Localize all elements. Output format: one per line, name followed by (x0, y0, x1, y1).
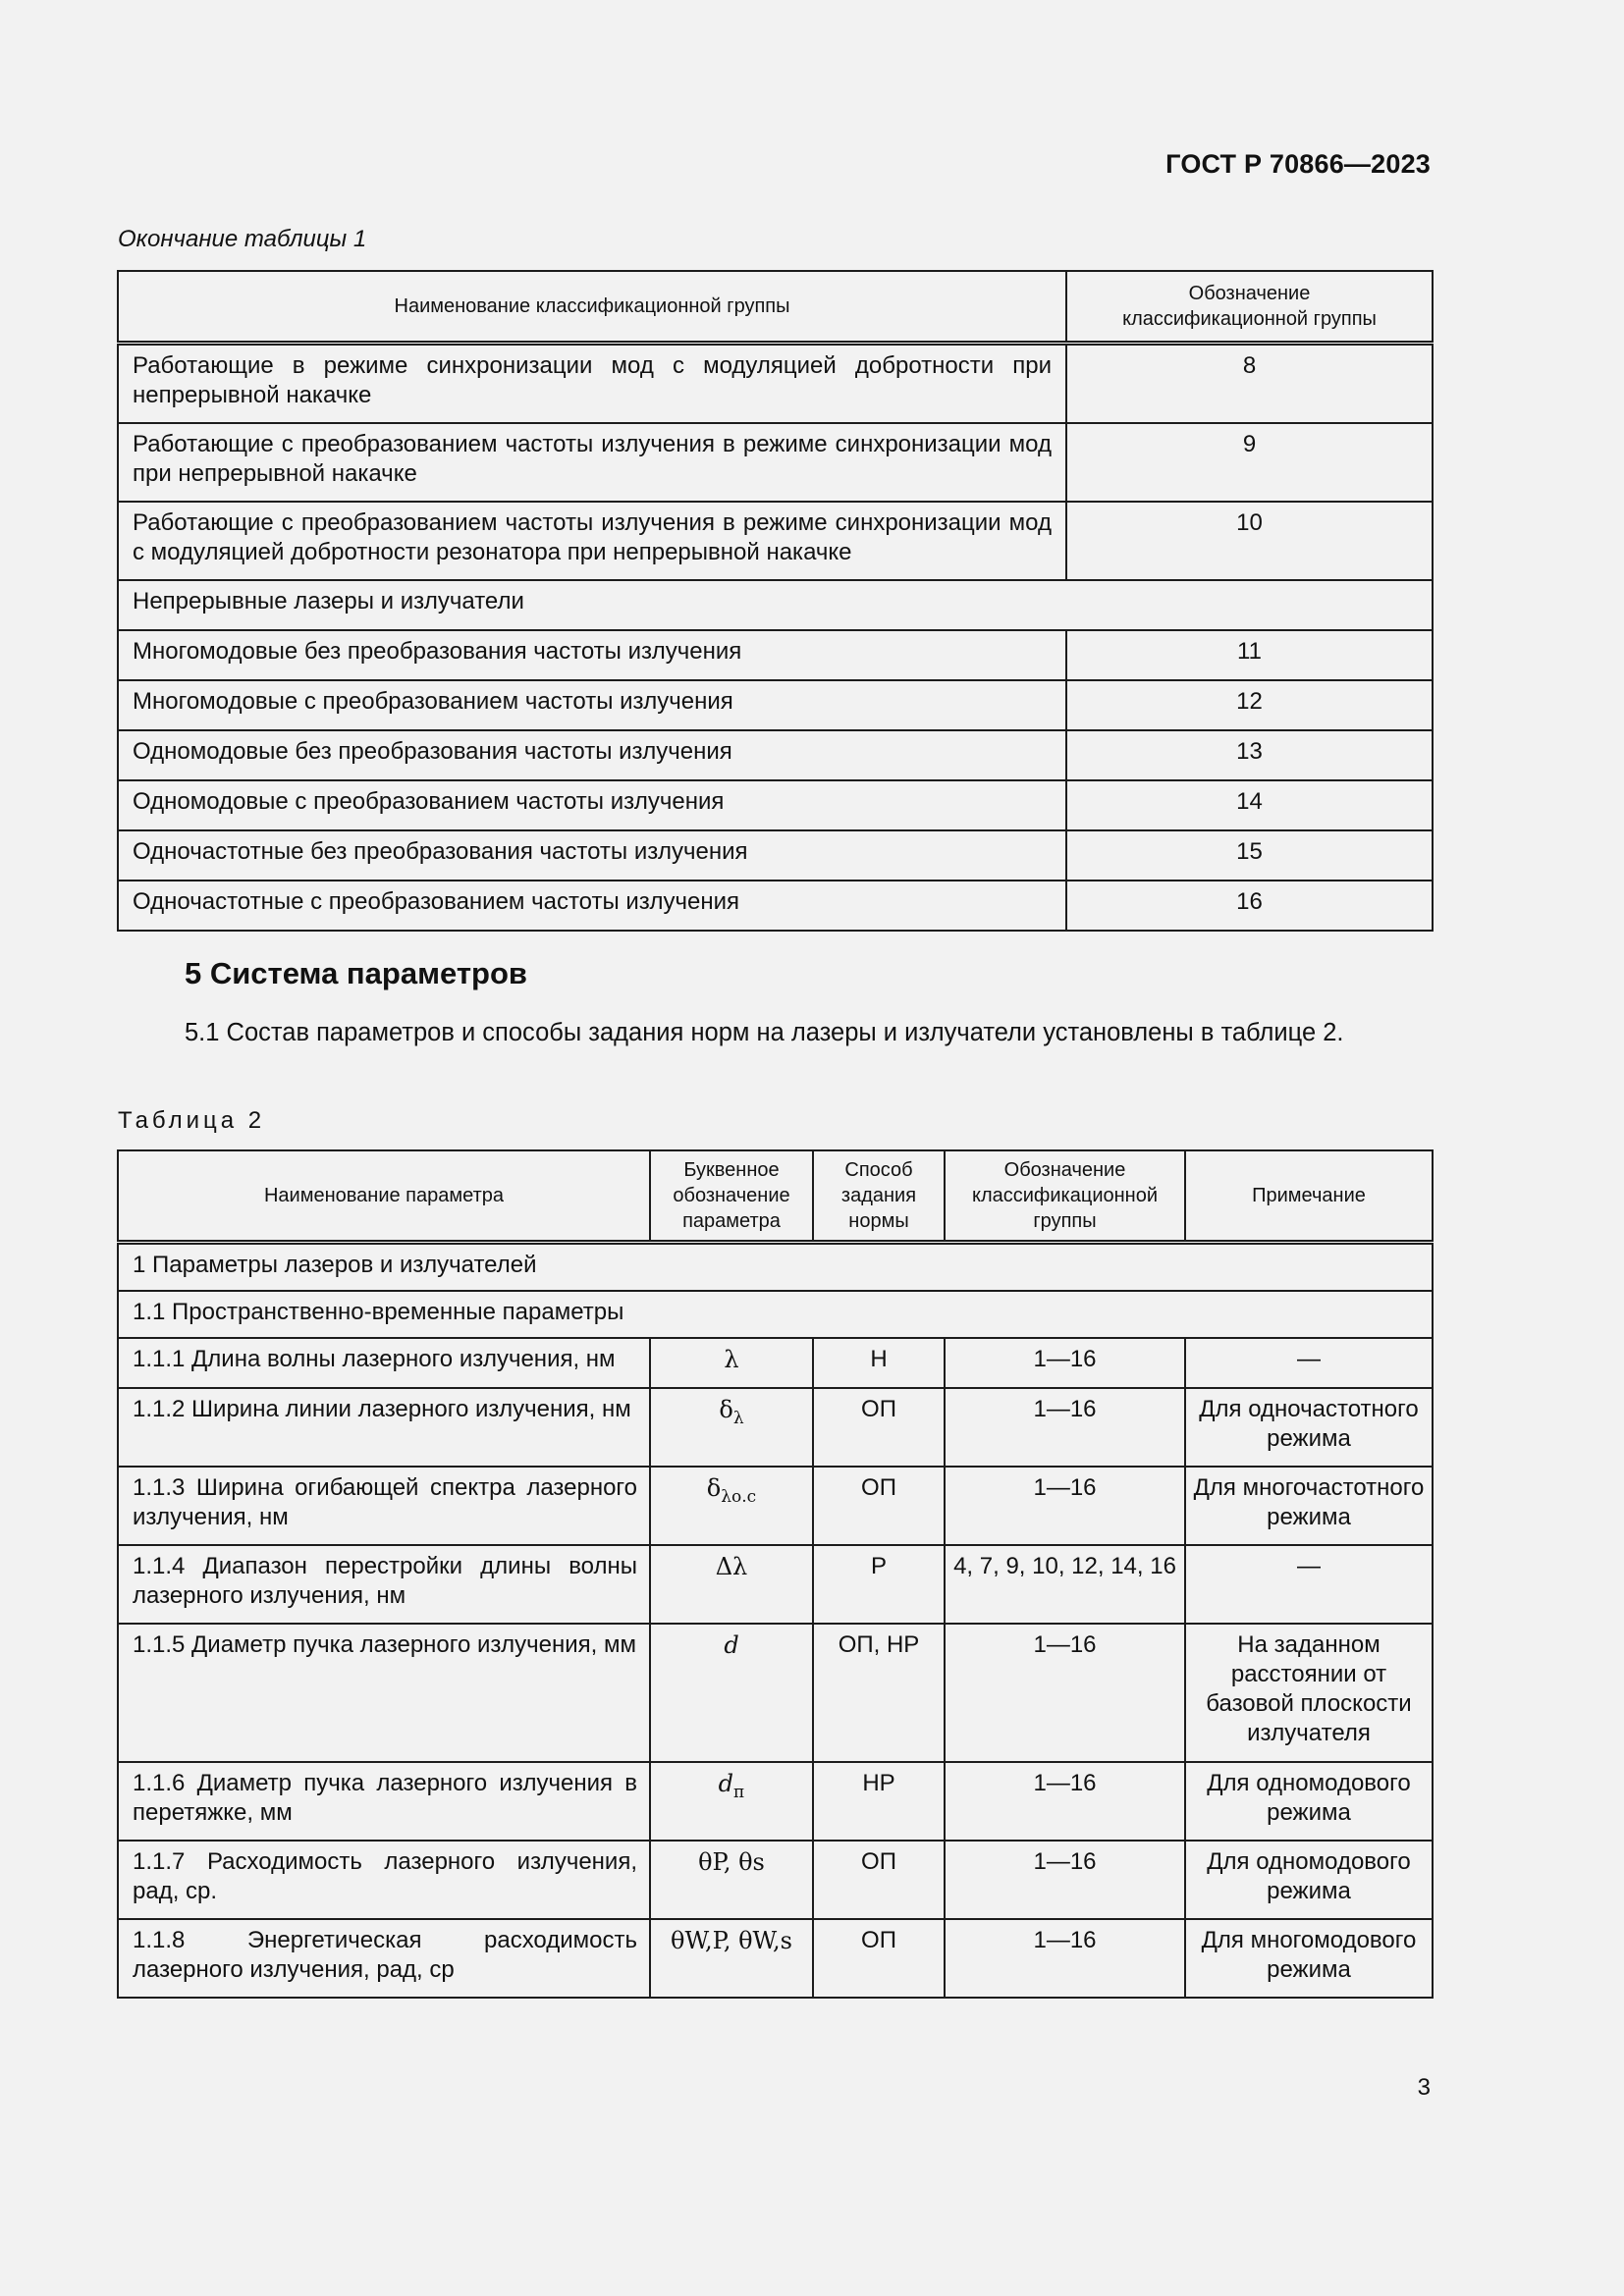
param-name: 1.1.8 Энергетическая расходимость лазерного излучения, рад, ср (118, 1919, 650, 1998)
table-row (118, 1338, 1433, 1388)
param-note: Для одномодового режима (1185, 1762, 1433, 1841)
class-name: Одномодовые с преобразованием частоты излучения (118, 780, 1066, 830)
table-row (118, 1624, 1433, 1762)
table-row (118, 730, 1433, 780)
table2-col-name: Наименование параметра (118, 1150, 650, 1243)
page-number: 3 (1417, 2074, 1431, 2101)
class-code: 13 (1066, 730, 1433, 780)
class-code: 8 (1066, 344, 1433, 424)
table2-header-row (118, 1150, 1433, 1243)
class-name: Работающие с преобразованием частоты излучения в режиме синхронизации мод при непрерывной накачке (118, 423, 1066, 502)
param-symbol: θW,P, θW,s (650, 1919, 813, 1998)
class-code: 12 (1066, 680, 1433, 730)
param-groups: 1—16 (945, 1762, 1185, 1841)
table2-col-note: Примечание (1185, 1150, 1433, 1243)
param-groups: 1—16 (945, 1919, 1185, 1998)
table-row (118, 680, 1433, 730)
param-groups: 1—16 (945, 1467, 1185, 1545)
param-name: 1.1.1 Длина волны лазерного излучения, нм (118, 1338, 650, 1388)
param-groups: 4, 7, 9, 10, 12, 14, 16 (945, 1545, 1185, 1624)
class-code: 9 (1066, 423, 1433, 502)
section-heading: 5 Система параметров (185, 956, 527, 990)
param-symbol: Δλ (650, 1545, 813, 1624)
param-name: 1.1.3 Ширина огибающей спектра лазерного излучения, нм (118, 1467, 650, 1545)
section-paragraph: 5.1 Состав параметров и способы задания норм на лазеры и излучатели установлены в таблице 2. (185, 1019, 1344, 1046)
table-row (118, 1919, 1433, 1998)
param-name: 1.1.6 Диаметр пучка лазерного излучения в перетяжке, мм (118, 1762, 650, 1841)
param-name: 1.1.7 Расходимость лазерного излучения, рад, ср. (118, 1841, 650, 1919)
param-note: На заданном расстоянии от базовой плоскости излучателя (1185, 1624, 1433, 1762)
param-symbol: $\delta_{\lambda о.с}$ (650, 1467, 813, 1545)
param-note: — (1185, 1338, 1433, 1388)
param-method: НР (813, 1762, 945, 1841)
param-method: ОП (813, 1388, 945, 1467)
table-row (118, 780, 1433, 830)
param-symbol: θP, θs (650, 1841, 813, 1919)
group-title: 1 Параметры лазеров и излучателей (118, 1243, 1433, 1292)
table-group-row (118, 1291, 1433, 1338)
group-title: 1.1 Пространственно-временные параметры (118, 1291, 1433, 1338)
table-group-row (118, 1243, 1433, 1292)
param-note: Для одночастотного режима (1185, 1388, 1433, 1467)
param-groups: 1—16 (945, 1388, 1185, 1467)
table-row (118, 830, 1433, 881)
param-note: Для многочастотного режима (1185, 1467, 1433, 1545)
param-name: 1.1.2 Ширина линии лазерного излучения, нм (118, 1388, 650, 1467)
table-row (118, 1841, 1433, 1919)
table2-caption: Таблица 2 (118, 1107, 266, 1134)
table-group-row (118, 580, 1433, 630)
param-note: — (1185, 1545, 1433, 1624)
param-method: Р (813, 1545, 945, 1624)
class-name: Одномодовые без преобразования частоты излучения (118, 730, 1066, 780)
table-row (118, 1467, 1433, 1545)
param-method: ОП (813, 1467, 945, 1545)
table-row (118, 344, 1433, 424)
table1-col-code: Обозначение классификационной группы (1066, 271, 1433, 344)
table-row (118, 630, 1433, 680)
param-method: ОП (813, 1919, 945, 1998)
class-code: 14 (1066, 780, 1433, 830)
param-symbol: $d_п$ (650, 1762, 813, 1841)
param-note: Для многомодового режима (1185, 1919, 1433, 1998)
param-note: Для одномодового режима (1185, 1841, 1433, 1919)
class-code: 10 (1066, 502, 1433, 580)
class-name: Одночастотные без преобразования частоты излучения (118, 830, 1066, 881)
table-2 (117, 1149, 1434, 1999)
table-row (118, 502, 1433, 580)
table2-col-groups: Обозначение классификационной группы (945, 1150, 1185, 1243)
table-row (118, 423, 1433, 502)
class-code: 15 (1066, 830, 1433, 881)
table1-header-row (118, 271, 1433, 344)
param-method: ОП, НР (813, 1624, 945, 1762)
table2-col-symbol: Буквенное обозначение параметра (650, 1150, 813, 1243)
class-name: Одночастотные с преобразованием частоты излучения (118, 881, 1066, 931)
class-name: Многомодовые с преобразованием частоты излучения (118, 680, 1066, 730)
param-groups: 1—16 (945, 1841, 1185, 1919)
class-name: Работающие с преобразованием частоты излучения в режиме синхронизации мод с модуляцией добротности резонатора при непрерывной накачке (118, 502, 1066, 580)
param-groups: 1—16 (945, 1338, 1185, 1388)
table2-col-method: Способ задания нормы (813, 1150, 945, 1243)
param-groups: 1—16 (945, 1624, 1185, 1762)
class-code: 11 (1066, 630, 1433, 680)
table1-caption: Окончание таблицы 1 (118, 226, 367, 252)
param-method: ОП (813, 1841, 945, 1919)
class-name: Многомодовые без преобразования частоты излучения (118, 630, 1066, 680)
table-1 (117, 270, 1434, 932)
param-name: 1.1.5 Диаметр пучка лазерного излучения, мм (118, 1624, 650, 1762)
document-code: ГОСТ Р 70866—2023 (1165, 149, 1431, 179)
table-row (118, 1762, 1433, 1841)
table-row (118, 1545, 1433, 1624)
table-row (118, 881, 1433, 931)
param-name: 1.1.4 Диапазон перестройки длины волны лазерного излучения, нм (118, 1545, 650, 1624)
class-code: 16 (1066, 881, 1433, 931)
param-symbol: λ (650, 1338, 813, 1388)
param-method: Н (813, 1338, 945, 1388)
table1-col-name: Наименование классификационной группы (118, 271, 1066, 344)
group-title: Непрерывные лазеры и излучатели (118, 580, 1433, 630)
class-name: Работающие в режиме синхронизации мод с модуляцией добротности при непрерывной накачке (118, 344, 1066, 424)
table-row (118, 1388, 1433, 1467)
param-symbol: $\delta_\lambda$ (650, 1388, 813, 1467)
param-symbol: d (650, 1624, 813, 1762)
